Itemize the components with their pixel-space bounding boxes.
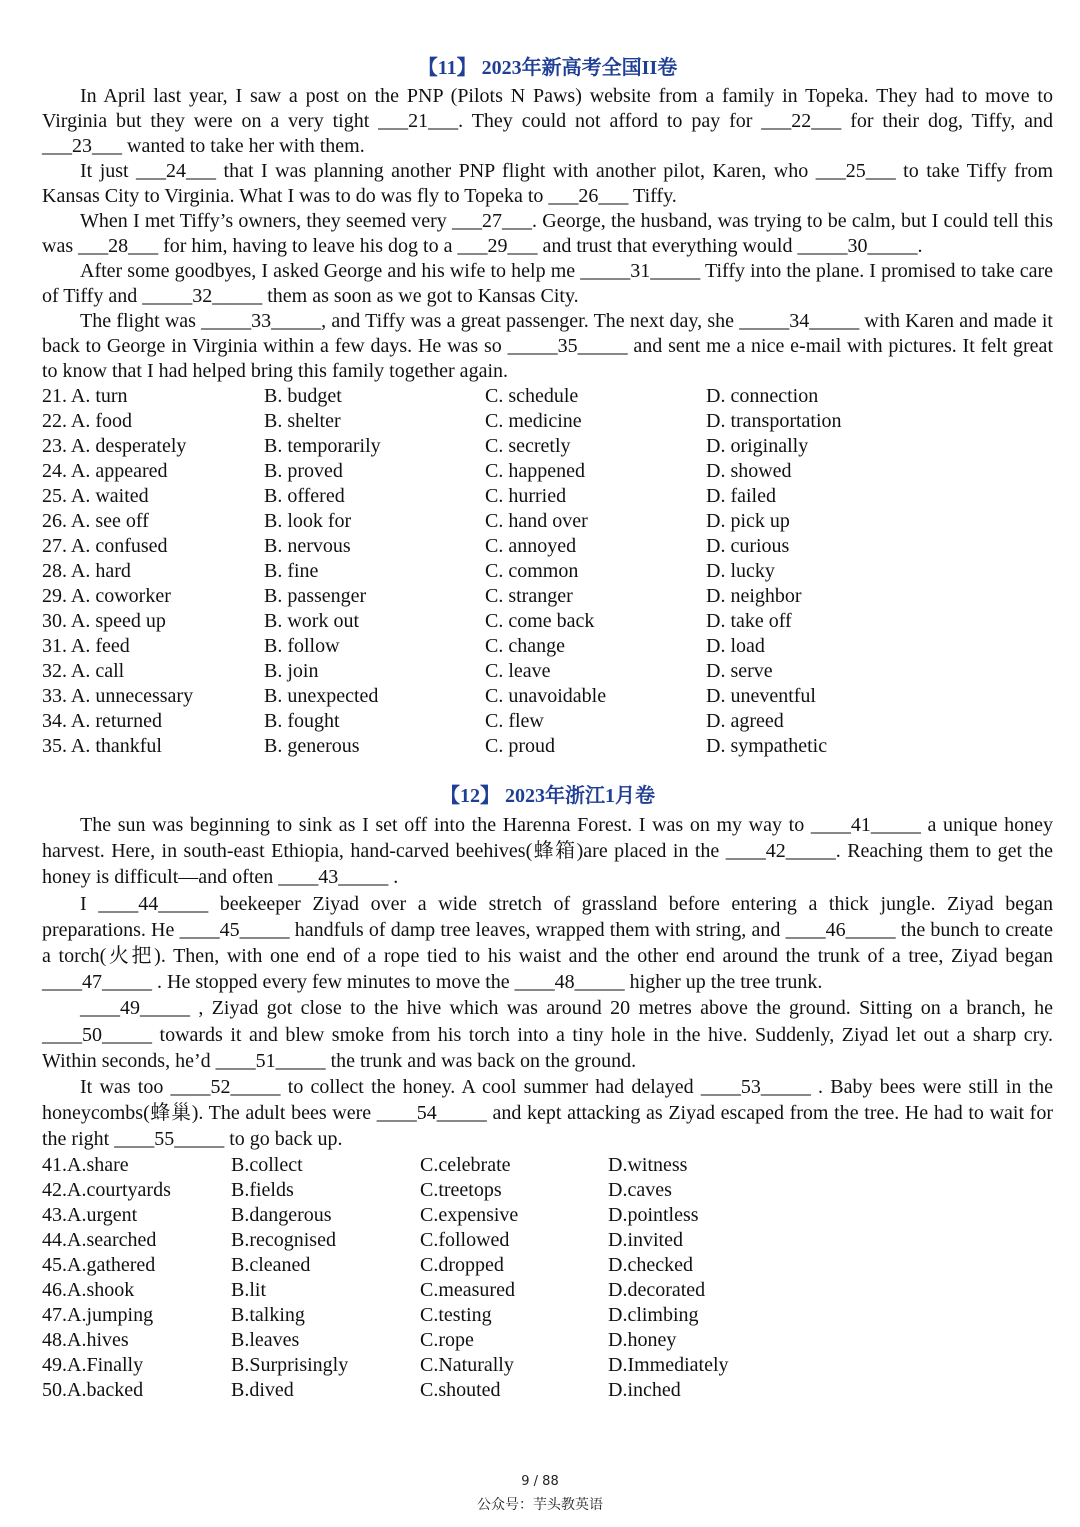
option-row: [42, 1328, 1053, 1353]
option-choice: 24. A. appeared: [42, 460, 168, 482]
option-choice: C.measured: [420, 1278, 515, 1301]
option-row: [42, 534, 1053, 559]
option-row: [42, 709, 1053, 734]
option-choice: B.recognised: [231, 1228, 336, 1251]
option-choice: 30. A. speed up: [42, 610, 166, 632]
option-choice: C.celebrate: [420, 1153, 511, 1176]
option-choice: B. temporarily: [264, 435, 381, 457]
option-row: [42, 1278, 1053, 1303]
option-choice: D. take off: [706, 610, 792, 632]
option-choice: C. annoyed: [485, 535, 577, 557]
option-row: [42, 1303, 1053, 1328]
passage-paragraph: When I met Tiffy’s owners, they seemed very ___27___. George, the husband, was trying to be calm, but I could tell this was ___28___ for him, having to leave his dog to a ___29___ and trust that everything would _____30_____.: [42, 210, 1053, 257]
passage-paragraph: The sun was beginning to sink as I set off into the Harenna Forest. I was on my way to ____41_____ a unique honey harvest. Here, in south-east Ethiopia, hand-carved beehives(蜂箱)are placed in the ____42_____. Reaching them to get the honey is difficult—and often ____43_____ .: [42, 814, 1053, 889]
option-choice: 45.A.gathered: [42, 1253, 156, 1276]
option-choice: 49.A.Finally: [42, 1353, 144, 1376]
option-choice: 22. A. food: [42, 410, 132, 432]
option-row: [42, 409, 1053, 434]
option-row: [42, 509, 1053, 534]
option-choice: D. curious: [706, 535, 790, 557]
option-choice: 25. A. waited: [42, 485, 149, 507]
option-choice: D. neighbor: [706, 585, 802, 607]
option-choice: B. offered: [264, 485, 345, 507]
option-choice: C. hand over: [485, 510, 588, 532]
option-choice: 27. A. confused: [42, 535, 168, 557]
option-choice: C.rope: [420, 1328, 474, 1351]
passage-paragraph: The flight was _____33_____, and Tiffy was a great passenger. The next day, she _____34_____ with Karen and made it back to George in Virginia within a few days. He was so _____35_____ and sent me a nice e-mail with pictures. It felt great to know that I had helped bring this family together again.: [42, 310, 1053, 382]
option-row: [42, 584, 1053, 609]
option-row: [42, 1353, 1053, 1378]
option-choice: 46.A.shook: [42, 1278, 135, 1301]
option-choice: 31. A. feed: [42, 635, 130, 657]
option-row: [42, 609, 1053, 634]
option-choice: D. agreed: [706, 710, 784, 732]
option-choice: 42.A.courtyards: [42, 1178, 171, 1201]
passage-paragraph: It just ___24___ that I was planning another PNP flight with another pilot, Karen, who ___25___ to take Tiffy from Kansas City to Virginia. What I was to do was fly to Topeka to ___26___ Tiffy.: [42, 160, 1053, 207]
passage-paragraph: After some goodbyes, I asked George and his wife to help me _____31_____ Tiffy into the plane. I promised to take care of Tiffy and _____32_____ them as soon as we got to Kansas City.: [42, 260, 1053, 307]
option-choice: C.expensive: [420, 1203, 519, 1226]
option-choice: D. uneventful: [706, 685, 816, 707]
option-choice: C. secretly: [485, 435, 571, 457]
option-choice: D.decorated: [608, 1278, 706, 1301]
option-row: [42, 1178, 1053, 1203]
option-choice: B.collect: [231, 1153, 303, 1176]
page-number: 9 / 88: [521, 1474, 559, 1489]
option-choice: C. hurried: [485, 485, 567, 507]
option-row: [42, 659, 1053, 684]
option-choice: C. flew: [485, 710, 544, 732]
option-choice: B. passenger: [264, 585, 367, 607]
option-choice: C.treetops: [420, 1178, 502, 1201]
option-choice: 48.A.hives: [42, 1328, 129, 1351]
option-choice: D.climbing: [608, 1303, 699, 1326]
section-11-options: [42, 384, 1053, 759]
option-choice: 23. A. desperately: [42, 435, 187, 457]
option-choice: B.dived: [231, 1378, 294, 1401]
option-choice: B.talking: [231, 1303, 305, 1326]
option-choice: 34. A. returned: [42, 710, 162, 732]
option-choice: C.followed: [420, 1228, 510, 1251]
option-choice: D.caves: [608, 1178, 672, 1201]
section-12-passage: [42, 812, 1053, 1153]
option-choice: D.invited: [608, 1228, 683, 1251]
option-row: [42, 1203, 1053, 1228]
option-choice: C. medicine: [485, 410, 582, 432]
option-choice: D. showed: [706, 460, 792, 482]
option-choice: 43.A.urgent: [42, 1203, 138, 1226]
option-row: [42, 634, 1053, 659]
option-choice: B. follow: [264, 635, 340, 657]
option-row: [42, 1253, 1053, 1278]
option-choice: C. come back: [485, 610, 595, 632]
option-choice: B.cleaned: [231, 1253, 311, 1276]
option-choice: C. unavoidable: [485, 685, 607, 707]
option-row: [42, 684, 1053, 709]
passage-paragraph: I ____44_____ beekeeper Ziyad over a wide stretch of grassland before entering a thick jungle. Ziyad began preparations. He ____45_____ handfuls of damp tree leaves, wrapped them with string, and ____46_____ the bunch to create a torch(火把). Then, with one end of a rope tied to his waist and the other end around the trunk of a tree, Ziyad began ____47_____ . He stopped every few minutes to move the ____48_____ higher up the tree trunk.: [42, 892, 1053, 994]
option-row: [42, 1228, 1053, 1253]
option-choice: B. join: [264, 660, 319, 682]
option-choice: D. pick up: [706, 510, 790, 532]
option-choice: B. proved: [264, 460, 343, 482]
option-choice: 32. A. call: [42, 660, 125, 682]
option-choice: B.leaves: [231, 1328, 300, 1351]
passage-paragraph: In April last year, I saw a post on the PNP (Pilots N Paws) website from a family in Topeka. They had to move to Virginia but they were on a very tight ___21___. They could not afford to pay for ___22___ for their dog, Tiffy, and ___23___ wanted to take her with them.: [42, 85, 1053, 157]
option-choice: D. originally: [706, 435, 809, 457]
option-choice: B. look for: [264, 510, 352, 532]
source-credit: 公众号：芋头教英语: [477, 1497, 603, 1513]
option-row: [42, 459, 1053, 484]
section-11-passage: [42, 84, 1053, 384]
option-row: [42, 1153, 1053, 1178]
option-choice: B.dangerous: [231, 1203, 332, 1226]
option-row: [42, 434, 1053, 459]
option-choice: B. nervous: [264, 535, 351, 557]
option-choice: 33. A. unnecessary: [42, 685, 194, 707]
option-choice: C.shouted: [420, 1378, 501, 1401]
option-choice: B. fought: [264, 710, 340, 732]
passage-paragraph: ____49_____ , Ziyad got close to the hive which was around 20 metres above the ground. Sitting on a branch, he ____50_____ towards it and blew smoke from his torch into a tiny hole in the hive. Suddenly, Ziyad let out a sharp cry. Within seconds, he’d ____51_____ the trunk and was back on the ground.: [42, 997, 1053, 1072]
option-choice: 50.A.backed: [42, 1378, 144, 1401]
option-choice: B. unexpected: [264, 685, 379, 707]
option-choice: C. leave: [485, 660, 551, 682]
option-choice: B. shelter: [264, 410, 341, 432]
option-choice: D.Immediately: [608, 1353, 729, 1376]
option-choice: C. change: [485, 635, 565, 657]
option-choice: B.lit: [231, 1278, 267, 1301]
option-choice: C. schedule: [485, 385, 579, 407]
option-choice: D. lucky: [706, 560, 775, 582]
option-choice: B. generous: [264, 735, 360, 757]
option-choice: D. transportation: [706, 410, 842, 432]
option-choice: 41.A.share: [42, 1153, 129, 1176]
option-choice: C. common: [485, 560, 579, 582]
section-12-options: [42, 1153, 1053, 1403]
option-choice: D. load: [706, 635, 765, 657]
option-choice: B. work out: [264, 610, 359, 632]
option-choice: 47.A.jumping: [42, 1303, 154, 1326]
option-choice: D.witness: [608, 1153, 688, 1176]
document-page: [42, 56, 1053, 1403]
option-choice: D.inched: [608, 1378, 681, 1401]
option-choice: C.Naturally: [420, 1353, 514, 1376]
option-choice: C. stranger: [485, 585, 573, 607]
option-choice: 29. A. coworker: [42, 585, 171, 607]
option-choice: 35. A. thankful: [42, 735, 162, 757]
option-row: [42, 384, 1053, 409]
section-11-heading: 【11】 2023年新高考全国II卷: [417, 57, 678, 79]
option-choice: C.testing: [420, 1303, 492, 1326]
option-row: [42, 559, 1053, 584]
option-row: [42, 484, 1053, 509]
option-choice: 26. A. see off: [42, 510, 149, 532]
option-choice: C.dropped: [420, 1253, 504, 1276]
option-choice: B.fields: [231, 1178, 294, 1201]
option-choice: D.honey: [608, 1328, 677, 1351]
option-choice: B.Surprisingly: [231, 1353, 349, 1376]
option-choice: D. connection: [706, 385, 819, 407]
option-choice: B. budget: [264, 385, 342, 407]
option-choice: C. happened: [485, 460, 585, 482]
option-choice: D.pointless: [608, 1203, 699, 1226]
option-choice: D. failed: [706, 485, 776, 507]
option-choice: D.checked: [608, 1253, 693, 1276]
option-choice: C. proud: [485, 735, 555, 757]
option-choice: D. serve: [706, 660, 773, 682]
option-choice: 28. A. hard: [42, 560, 131, 582]
option-choice: 21. A. turn: [42, 385, 128, 407]
option-row: [42, 1378, 1053, 1403]
option-choice: 44.A.searched: [42, 1228, 157, 1251]
option-choice: B. fine: [264, 560, 319, 582]
passage-paragraph: It was too ____52_____ to collect the honey. A cool summer had delayed ____53_____ . Baby bees were still in the honeycombs(蜂巢). The adult bees were ____54_____ and kept attacking as Ziyad escaped from the tree. He had to wait for the right ____55_____ to go back up.: [42, 1076, 1053, 1151]
option-row: [42, 734, 1053, 759]
option-choice: D. sympathetic: [706, 735, 828, 757]
section-12-heading: 【12】 2023年浙江1月卷: [440, 785, 655, 807]
